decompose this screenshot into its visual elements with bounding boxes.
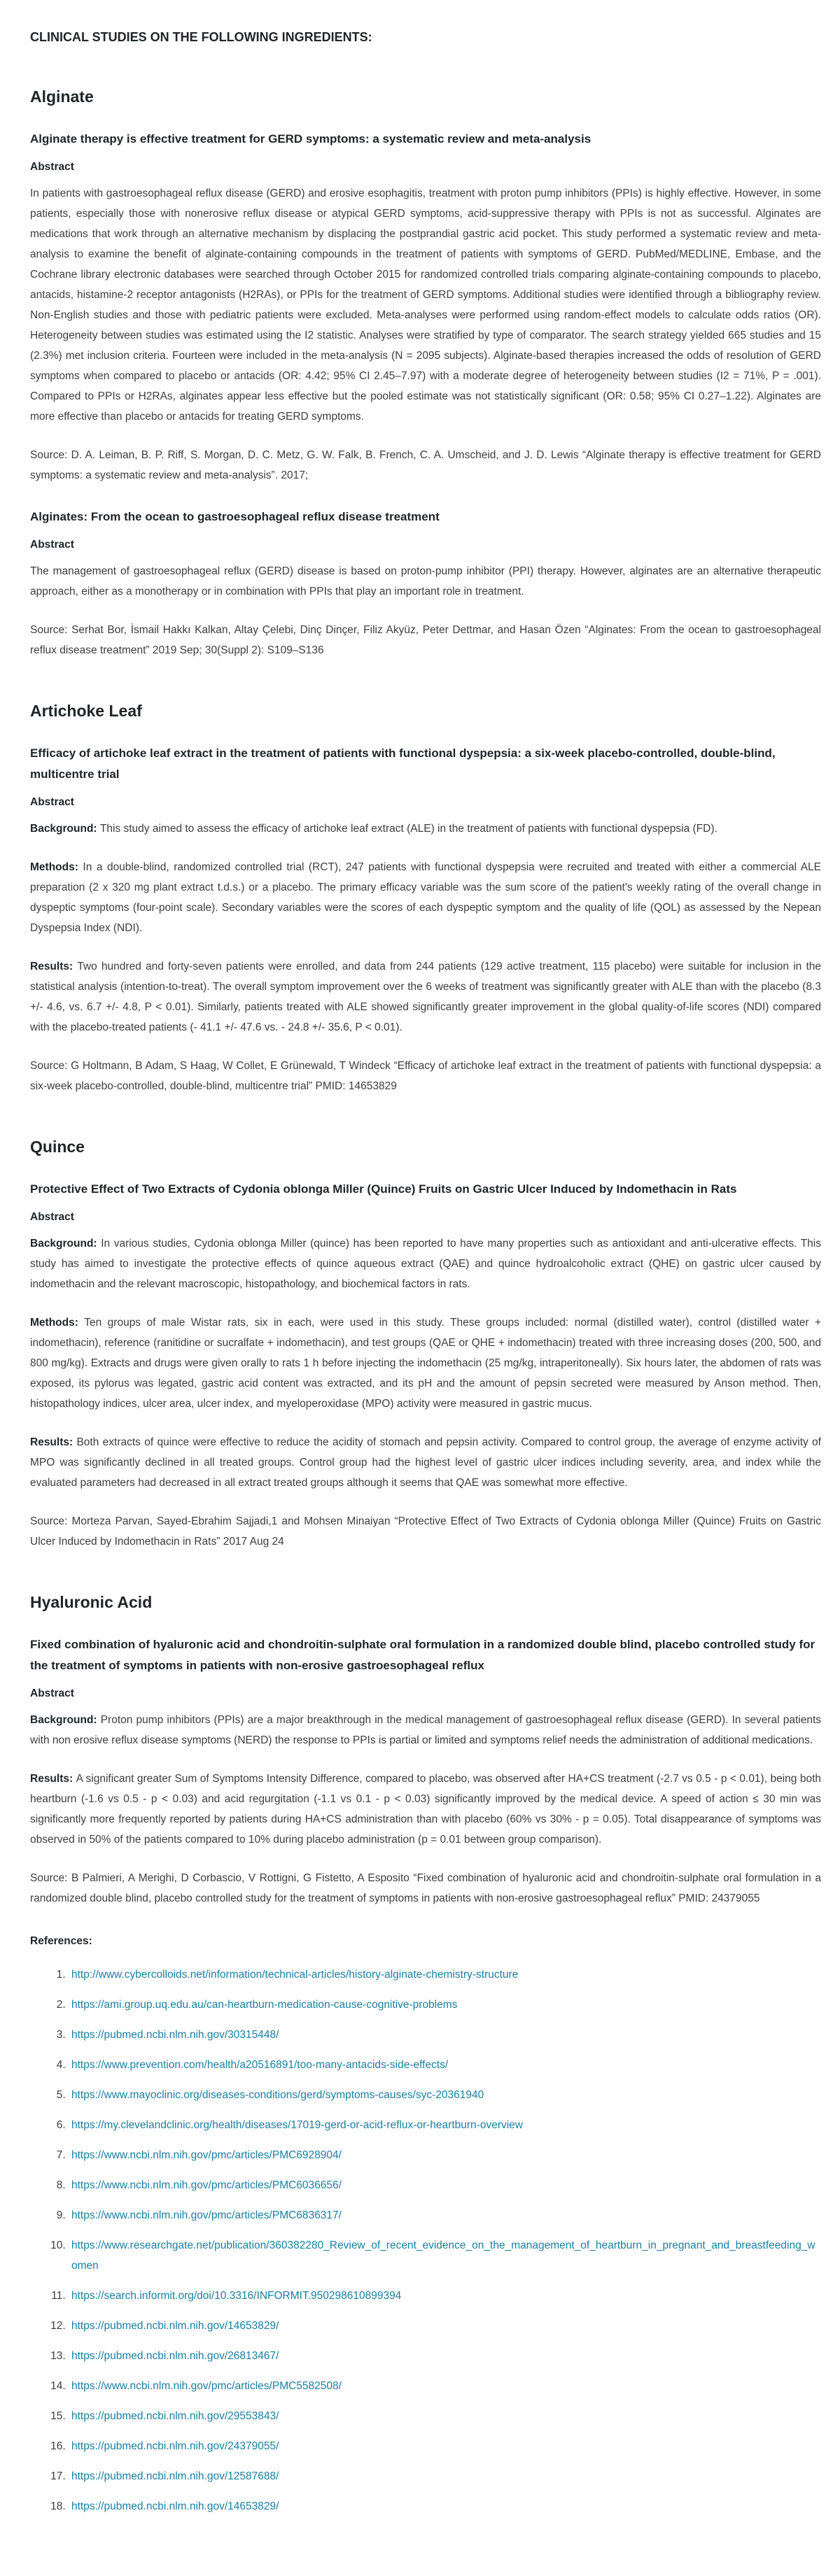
references-heading: References: <box>30 1935 92 1947</box>
reference-item <box>69 2055 821 2075</box>
paragraph-label: Background: <box>30 1714 101 1726</box>
paragraph-label: Results: <box>30 1436 77 1448</box>
section-artichoke-leaf <box>30 700 821 1096</box>
reference-item <box>69 2376 821 2396</box>
abstract-label: Abstract <box>30 796 74 808</box>
paragraph-text: The management of gastroesophageal reflux (GERD) disease is based on proton-pump inhibitor (PPI) therapy. However, alginates are an alternative therapeutic approach, either as a monotherapy or in combination with PPIs that play an important role in treatment. <box>30 565 821 597</box>
paragraph-text: Two hundred and forty-seven patients were enrolled, and data from 244 patients (129 active treatment, 115 placebo) were suitable for inclusion in the statistical analysis (intention-to-treat). The overall symptom improvement over the 6 weeks of treatment was significantly greater with ALE than with the placebo (8.3 +/- 4.6, vs. 6.7 +/- 4.8, P < 0.01). Similarly, patients treated with ALE showed significantly greater improvement in the global quality-of-life scores (NDI) compared with the placebo-treated patients (- 41.1 +/- 47.6 vs. - 24.8 +/- 35.6, P < 0.01). <box>30 961 821 1033</box>
paragraph-text: Ten groups of male Wistar rats, six in each, were used in this study. These groups included: normal (distilled water), control (distilled water + indomethacin), reference (ranitidine or sucralfate + indomethacin), and test groups (QAE or QHE + indomethacin) treated with three increasing doses (200, 500, and 800 mg/kg). Extracts and drugs were given orally to rats 1 h before injecting the indomethacin (25 mg/kg, intraperitoneally). Six hours later, the abdomen of rats was exposed, its pylorus was legated, gastric acid content was extracted, and its pH and the amount of pepsin secreted were measured by Anson method. Then, histopathology indices, ulcer area, ulcer index, and myeloperoxidase (MPO) activity were measured in gastric mucus. <box>30 1317 822 1410</box>
abstract-label: Abstract <box>30 1687 74 1699</box>
reference-item <box>69 2145 821 2165</box>
reference-item <box>69 2466 821 2486</box>
reference-item <box>69 2085 821 2105</box>
study-alginate-meta-analysis <box>30 129 821 486</box>
abstract-label: Abstract <box>30 539 74 551</box>
references-list <box>30 1965 821 2517</box>
study-source: Source: G Holtmann, B Adam, S Haag, W Collet, E Grünewald, T Windeck “Efficacy of artichoke leaf extract in the treatment of patients with functional dyspepsia: a six-week placebo-controlled, double-blind, multicentre trial” PMID: 14653829 <box>30 1060 821 1092</box>
reference-link[interactable]: https://pubmed.ncbi.nlm.nih.gov/26813467/ <box>71 2350 279 2362</box>
study-quince <box>30 1179 821 1552</box>
reference-item <box>69 2286 821 2306</box>
reference-item <box>69 1965 821 1985</box>
study-source: Source: Serhat Bor, İsmail Hakkı Kalkan, Altay Çelebi, Dinç Dinçer, Filiz Akyüz, Peter Dettmar, and Hasan Özen “Alginates: From the ocean to gastroesophageal reflux disease treatment” 2019 Sep; 30(Suppl 2): S109–S136 <box>30 624 821 656</box>
reference-link[interactable]: https://www.ncbi.nlm.nih.gov/pmc/articles/PMC6836317/ <box>71 2209 342 2221</box>
paragraph-text: Proton pump inhibitors (PPIs) are a major breakthrough in the medical management of gastroesophageal reflux disease (GERD). In several patients with non erosive reflux disease symptoms (NERD) the response to PPIs is partial or limited and symptoms relief needs the administration of additional medications. <box>30 1714 821 1746</box>
abstract-label: Abstract <box>30 161 74 173</box>
reference-link[interactable]: https://ami.group.uq.edu.au/can-heartburn-medication-cause-cognitive-problems <box>71 1999 458 2011</box>
study-source: Source: D. A. Leiman, B. P. Riff, S. Morgan, D. C. Metz, G. W. Falk, B. French, C. A. Umscheid, and J. D. Lewis “Alginate therapy is effective treatment for GERD symptoms: a systematic review and meta-analysis”. 2017; <box>30 449 821 481</box>
study-hyaluronic <box>30 1634 821 1909</box>
abstract-label: Abstract <box>30 1211 74 1223</box>
paragraph-text: Both extracts of quince were effective to reduce the acidity of stomach and pepsin activity. Compared to control group, the average of enzyme activity of MPO was significantly declined in all treated groups. Control group had the highest level of gastric ulcer indices including severity, area, and index while the evaluated parameters had decreased in all extract treated groups although it seems that QAE was somewhat more effective. <box>30 1436 821 1489</box>
reference-item <box>69 2115 821 2135</box>
background-paragraph <box>30 1233 821 1294</box>
reference-item <box>69 2436 821 2456</box>
paragraph-label: Results: <box>30 961 78 972</box>
reference-link[interactable]: https://www.ncbi.nlm.nih.gov/pmc/articles/PMC6928904/ <box>71 2149 342 2161</box>
study-title: Protective Effect of Two Extracts of Cydonia oblonga Miller (Quince) Fruits on Gastric Ulcer Induced by Indomethacin in Rats <box>30 1182 737 1196</box>
reference-item <box>69 2406 821 2426</box>
section-heading-alginate: Alginate <box>30 87 94 106</box>
reference-link[interactable]: https://pubmed.ncbi.nlm.nih.gov/14653829/ <box>71 2500 279 2512</box>
study-title: Efficacy of artichoke leaf extract in the treatment of patients with functional dyspepsia: a six-week placebo-controlled, double-blind, multicentre trial <box>30 746 776 781</box>
reference-link[interactable]: https://www.prevention.com/health/a20516891/too-many-antacids-side-effects/ <box>71 2059 449 2071</box>
reference-link[interactable]: https://www.ncbi.nlm.nih.gov/pmc/articles/PMC5582508/ <box>71 2380 342 2392</box>
background-paragraph <box>30 819 821 839</box>
study-alginates-ocean <box>30 507 821 660</box>
section-alginate <box>30 85 821 660</box>
paragraph-text: A significant greater Sum of Symptoms Intensity Difference, compared to placebo, was observed after HA+CS treatment (-2.7 vs 0.5 - p < 0.01), being both heartburn (-1.6 vs 0.5 - p < 0.03) and acid regurgitation (-1.1 vs 0.1 - p < 0.03) significantly improved by the medical device. A speed of action ≤ 30 min was significantly more frequently reported by patients during HA+CS administration than with placebo (60% vs 30% - p = 0.05). Total disappearance of symptoms was observed in 50% of the patients compared to 10% during placebo administration (p = 0.01 between group comparison). <box>30 1773 822 1846</box>
section-heading-hyaluronic-acid: Hyaluronic Acid <box>30 1593 153 1611</box>
methods-paragraph <box>30 857 821 938</box>
reference-item <box>69 2025 821 2045</box>
reference-item <box>69 2496 821 2517</box>
abstract-paragraph <box>30 183 821 427</box>
reference-item <box>69 2346 821 2366</box>
reference-item <box>69 2205 821 2225</box>
page-title: CLINICAL STUDIES ON THE FOLLOWING INGREDIENTS: <box>30 30 372 44</box>
paragraph-label: Background: <box>30 1238 102 1250</box>
section-hyaluronic-acid <box>30 1591 821 1909</box>
paragraph-label: Results: <box>30 1773 76 1785</box>
paragraph-text: This study aimed to assess the efficacy of artichoke leaf extract (ALE) in the treatment of patients with functional dyspepsia (FD). <box>99 823 718 835</box>
reference-link[interactable]: https://www.mayoclinic.org/diseases-conditions/gerd/symptoms-causes/syc-20361940 <box>71 2089 484 2101</box>
paragraph-text: In various studies, Cydonia oblonga Miller (quince) has been reported to have many properties such as antioxidant and anti-ulcerative effects. This study has aimed to investigate the protective effects of quince aqueous extract (QAE) and quince hydroalcoholic extract (QHE) on gastric ulcer caused by indomethacin and the relevant macroscopic, histopathology, and biochemical factors in rats. <box>30 1238 821 1290</box>
reference-link[interactable]: https://search.informit.org/doi/10.3316/INFORMIT.950298610899394 <box>71 2290 402 2302</box>
abstract-paragraph <box>30 561 821 602</box>
study-title: Alginates: From the ocean to gastroesophageal reflux disease treatment <box>30 510 440 523</box>
paragraph-label: Background: <box>30 823 100 835</box>
results-paragraph <box>30 1432 821 1493</box>
reference-link[interactable]: https://pubmed.ncbi.nlm.nih.gov/30315448/ <box>71 2029 279 2041</box>
reference-link[interactable]: http://www.cybercolloids.net/information/technical-articles/history-alginate-chemistry-structure <box>71 1969 519 1981</box>
section-quince <box>30 1135 821 1552</box>
reference-item <box>69 2175 821 2195</box>
study-title: Fixed combination of hyaluronic acid and chondroitin-sulphate oral formulation in a randomized double blind, placebo controlled study for the treatment of symptoms in patients with non-erosive gastroesophageal reflux <box>30 1638 816 1672</box>
references-section <box>30 1932 821 2517</box>
reference-link[interactable]: https://pubmed.ncbi.nlm.nih.gov/24379055/ <box>71 2440 279 2452</box>
study-title: Alginate therapy is effective treatment for GERD symptoms: a systematic review and meta-analysis <box>30 132 592 146</box>
study-source: Source: Morteza Parvan, Sayed-Ebrahim Sajjadi,1 and Mohsen Minaiyan “Protective Effect of Two Extracts of Cydonia oblonga Miller (Quince) Fruits on Gastric Ulcer Induced by Indomethacin in Rats” 2017 Aug 24 <box>30 1515 821 1548</box>
results-paragraph <box>30 1769 821 1850</box>
results-paragraph <box>30 956 821 1038</box>
reference-item <box>69 1995 821 2015</box>
study-artichoke <box>30 743 821 1096</box>
reference-link[interactable]: https://www.ncbi.nlm.nih.gov/pmc/articles/PMC6036656/ <box>71 2179 342 2191</box>
reference-link[interactable]: https://pubmed.ncbi.nlm.nih.gov/12587688/ <box>71 2470 279 2482</box>
study-source: Source: B Palmieri, A Merighi, D Corbascio, V Rottigni, G Fistetto, A Esposito “Fixed combination of hyaluronic acid and chondroitin-sulphate oral formulation in a randomized double blind, placebo controlled study for the treatment of symptoms in patients with non-erosive gastroesophageal reflux” PMID: 24379055 <box>30 1872 821 1904</box>
reference-link[interactable]: https://pubmed.ncbi.nlm.nih.gov/29553843/ <box>71 2410 279 2422</box>
background-paragraph <box>30 1710 821 1750</box>
paragraph-label: Methods: <box>30 1317 85 1329</box>
paragraph-text: In a double-blind, randomized controlled trial (RCT), 247 patients with functional dyspepsia were recruited and treated with either a commercial ALE preparation (2 x 320 mg plant extract t.d.s.) or a placebo. The primary efficacy variable was the sum score of the patient's weekly rating of the overall change in dyspeptic symptoms (four-point scale). Secondary variables were the scores of each dyspeptic symptom and the quality of life (QOL) as assessed by the Nepean Dyspepsia Index (NDI). <box>30 861 821 934</box>
reference-link[interactable]: https://my.clevelandclinic.org/health/diseases/17019-gerd-or-acid-reflux-or-heartburn-overview <box>71 2119 523 2131</box>
paragraph-text: In patients with gastroesophageal reflux disease (GERD) and erosive esophagitis, treatment with proton pump inhibitors (PPIs) is highly effective. However, in some patients, especially those with nonerosive reflux disease or atypical GERD symptoms, acid-suppressive therapy with PPIs is not as successful. Alginates are medications that work through an alternative mechanism by displacing the postprandial gastric acid pocket. This study performed a systematic review and meta-analysis to examine the benefit of alginate-containing compounds in the treatment of patients with symptoms of GERD. PubMed/MEDLINE, Embase, and the Cochrane library electronic databases were searched through October 2015 for randomized controlled trials comparing alginate-containing compounds to placebo, antacids, histamine-2 receptor antagonists (H2RAs), or PPIs for the treatment of GERD symptoms. Additional studies were identified through a bibliography review. Non-English studies and those with pediatric patients were excluded. Meta-analyses were performed using random-effect models to calculate odds ratios (OR). Heterogeneity between studies was estimated using the I2 statistic. Analyses were stratified by type of comparator. The search strategy yielded 665 studies and 15 (2.3%) met inclusion criteria. Fourteen were included in the meta-analysis (N = 2095 subjects). Alginate-based therapies increased the odds of resolution of GERD symptoms when compared to placebo or antacids (OR: 4.42; 95% CI 2.45–7.97) with a moderate degree of heterogeneity between studies (I2 = 71%, P = .001). Compared to PPIs or H2RAs, alginates appear less effective but the pooled estimate was not statistically significant (OR: 0.58; 95% CI 0.27–1.22). Alginates are more effective than placebo or antacids for treating GERD symptoms. <box>30 187 821 423</box>
methods-paragraph <box>30 1312 821 1414</box>
reference-item <box>69 2316 821 2336</box>
reference-item <box>69 2235 821 2276</box>
section-heading-quince: Quince <box>30 1138 85 1156</box>
paragraph-label: Methods: <box>30 861 83 873</box>
reference-link[interactable]: https://pubmed.ncbi.nlm.nih.gov/14653829/ <box>71 2320 279 2332</box>
section-heading-artichoke-leaf: Artichoke Leaf <box>30 702 142 720</box>
reference-link[interactable]: https://www.researchgate.net/publication/360382280_Review_of_recent_evidence_on_the_management_of_heartburn_in_pregnant_and_breastfeeding_women <box>71 2239 816 2272</box>
